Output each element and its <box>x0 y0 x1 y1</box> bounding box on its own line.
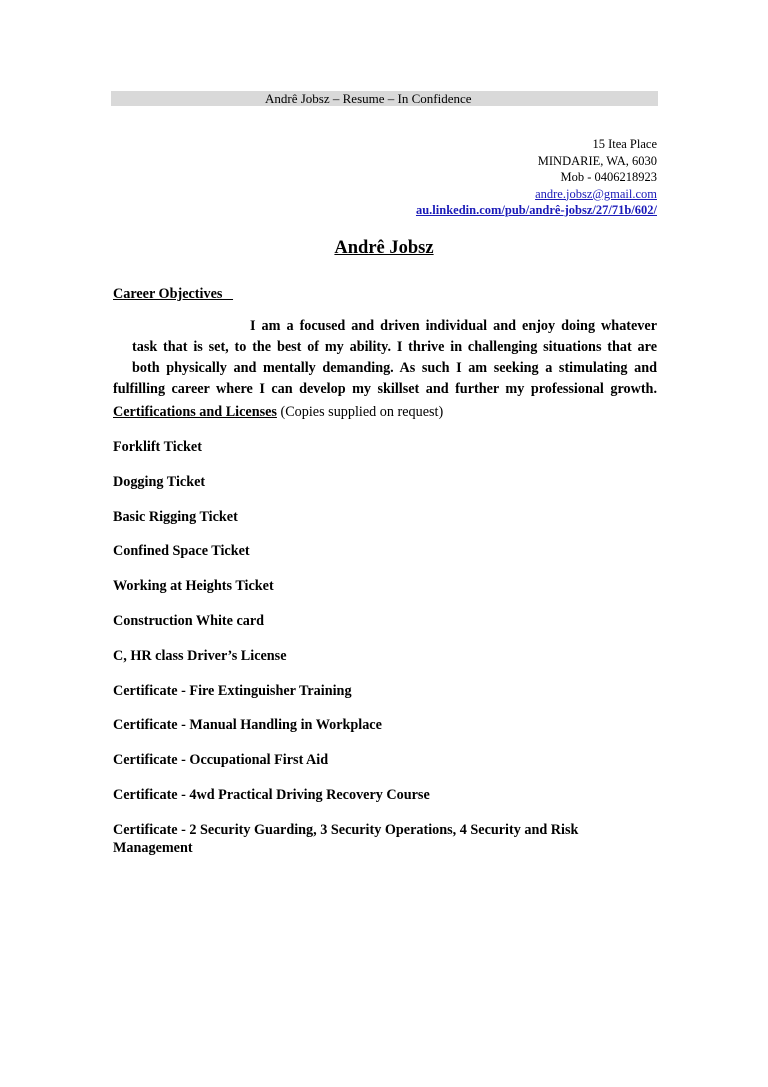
list-item: Construction White card <box>113 612 265 629</box>
certifications-list <box>113 438 658 857</box>
page-title: Andrê Jobsz <box>334 238 434 258</box>
contact-phone: Mob - 0406218923 <box>560 170 657 184</box>
contact-block <box>416 136 657 219</box>
objective-line: fulfilling career where I can develop my skillset and further my professional growth. <box>113 381 657 397</box>
contact-street: 15 Itea Place <box>592 137 657 151</box>
objective-line: I am a focused and driven individual and enjoy doing whatever <box>250 318 657 334</box>
contact-suburb: MINDARIE, WA, 6030 <box>537 153 657 168</box>
list-item: Dogging Ticket <box>113 473 206 490</box>
objective-line: task that is set, to the best of my ability. I thrive in challenging situations that are <box>132 339 657 355</box>
list-item: Certificate - 4wd Practical Driving Recovery Course <box>113 786 430 803</box>
contact-linkedin-link[interactable]: au.linkedin.com/pub/andrê-jobsz/27/71b/602/ <box>415 203 657 217</box>
contact-email-link[interactable]: andre.jobsz@gmail.com <box>535 186 657 201</box>
list-item: Forklift Ticket <box>113 439 202 455</box>
list-item: Confined Space Ticket <box>113 543 250 560</box>
certifications-heading <box>113 404 443 421</box>
certifications-note: (Copies supplied on request) <box>276 404 444 420</box>
career-objectives-heading: Career Objectives <box>113 286 234 302</box>
page-header <box>111 91 658 106</box>
list-item: Working at Heights Ticket <box>113 578 274 595</box>
header-title: Andrê Jobsz – Resume – In Confidence <box>265 91 472 106</box>
list-item: Certificate - 2 Security Guarding, 3 Security Operations, 4 Security and Risk Management <box>113 821 579 856</box>
list-item: Basic Rigging Ticket <box>113 508 238 525</box>
certifications-title: Certifications and Licenses <box>113 404 277 420</box>
list-item: Certificate - Occupational First Aid <box>113 752 329 769</box>
career-objectives-text <box>113 316 657 400</box>
list-item: Certificate - Fire Extinguisher Training <box>113 682 352 699</box>
list-item: Certificate - Manual Handling in Workplace <box>113 717 382 734</box>
list-item: C, HR class Driver’s License <box>113 647 287 664</box>
objective-line: both physically and mentally demanding. As such I am seeking a stimulating and <box>132 360 657 376</box>
